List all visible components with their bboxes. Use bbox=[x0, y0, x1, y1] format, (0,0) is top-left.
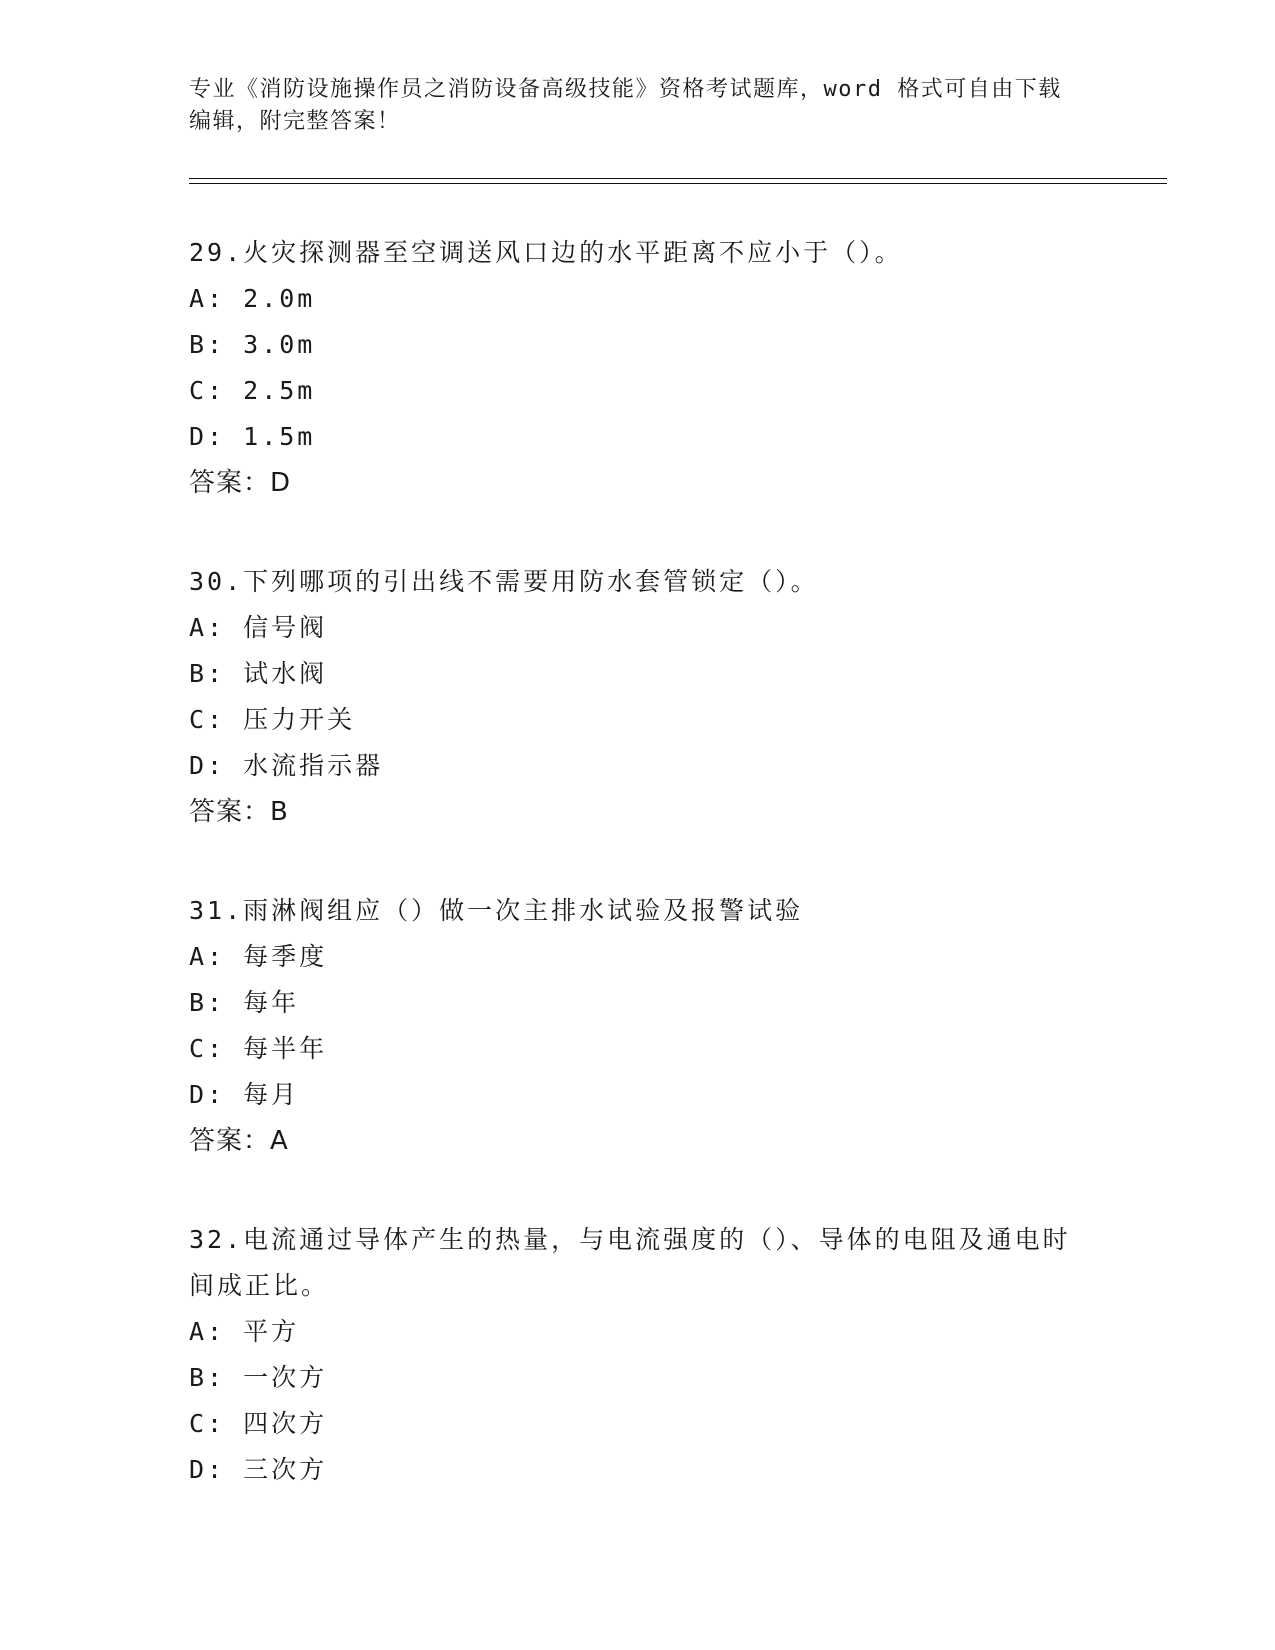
answer: 答案：B bbox=[189, 797, 289, 827]
header-divider-bottom bbox=[189, 183, 1167, 184]
question-32 bbox=[189, 1217, 1089, 1493]
answer: 答案：D bbox=[189, 468, 292, 498]
option-b: B: 3.0m bbox=[189, 330, 316, 359]
option-c: C: 四次方 bbox=[189, 1409, 328, 1438]
document-header: 专业《消防设施操作员之消防设备高级技能》资格考试题库，word 格式可自由下载编辑，附完整答案！ bbox=[189, 77, 1062, 134]
option-c: C: 每半年 bbox=[189, 1034, 328, 1063]
option-d: D: 水流指示器 bbox=[189, 751, 384, 780]
question-stem: 31.雨淋阀组应（）做一次主排水试验及报警试验 bbox=[189, 896, 804, 925]
question-30 bbox=[189, 559, 1089, 835]
option-b: B: 试水阀 bbox=[189, 659, 328, 688]
question-29 bbox=[189, 230, 1089, 506]
option-c: C: 压力开关 bbox=[189, 705, 356, 734]
option-b: B: 一次方 bbox=[189, 1363, 328, 1392]
option-a: A: 平方 bbox=[189, 1317, 300, 1346]
option-a: A: 每季度 bbox=[189, 942, 328, 971]
option-a: A: 2.0m bbox=[189, 284, 316, 313]
question-stem: 32.电流通过导体产生的热量，与电流强度的（）、导体的电阻及通电时间成正比。 bbox=[189, 1225, 1071, 1300]
option-a: A: 信号阀 bbox=[189, 613, 328, 642]
question-31 bbox=[189, 888, 1089, 1164]
question-list bbox=[189, 230, 1089, 1546]
question-stem: 30.下列哪项的引出线不需要用防水套管锁定（）。 bbox=[189, 567, 819, 596]
header-divider-top bbox=[189, 178, 1167, 179]
option-d: D: 三次方 bbox=[189, 1455, 328, 1484]
question-stem: 29.火灾探测器至空调送风口边的水平距离不应小于（）。 bbox=[189, 238, 903, 267]
option-d: D: 1.5m bbox=[189, 422, 316, 451]
option-d: D: 每月 bbox=[189, 1080, 300, 1109]
option-b: B: 每年 bbox=[189, 988, 300, 1017]
option-c: C: 2.5m bbox=[189, 376, 316, 405]
answer: 答案：A bbox=[189, 1126, 289, 1156]
